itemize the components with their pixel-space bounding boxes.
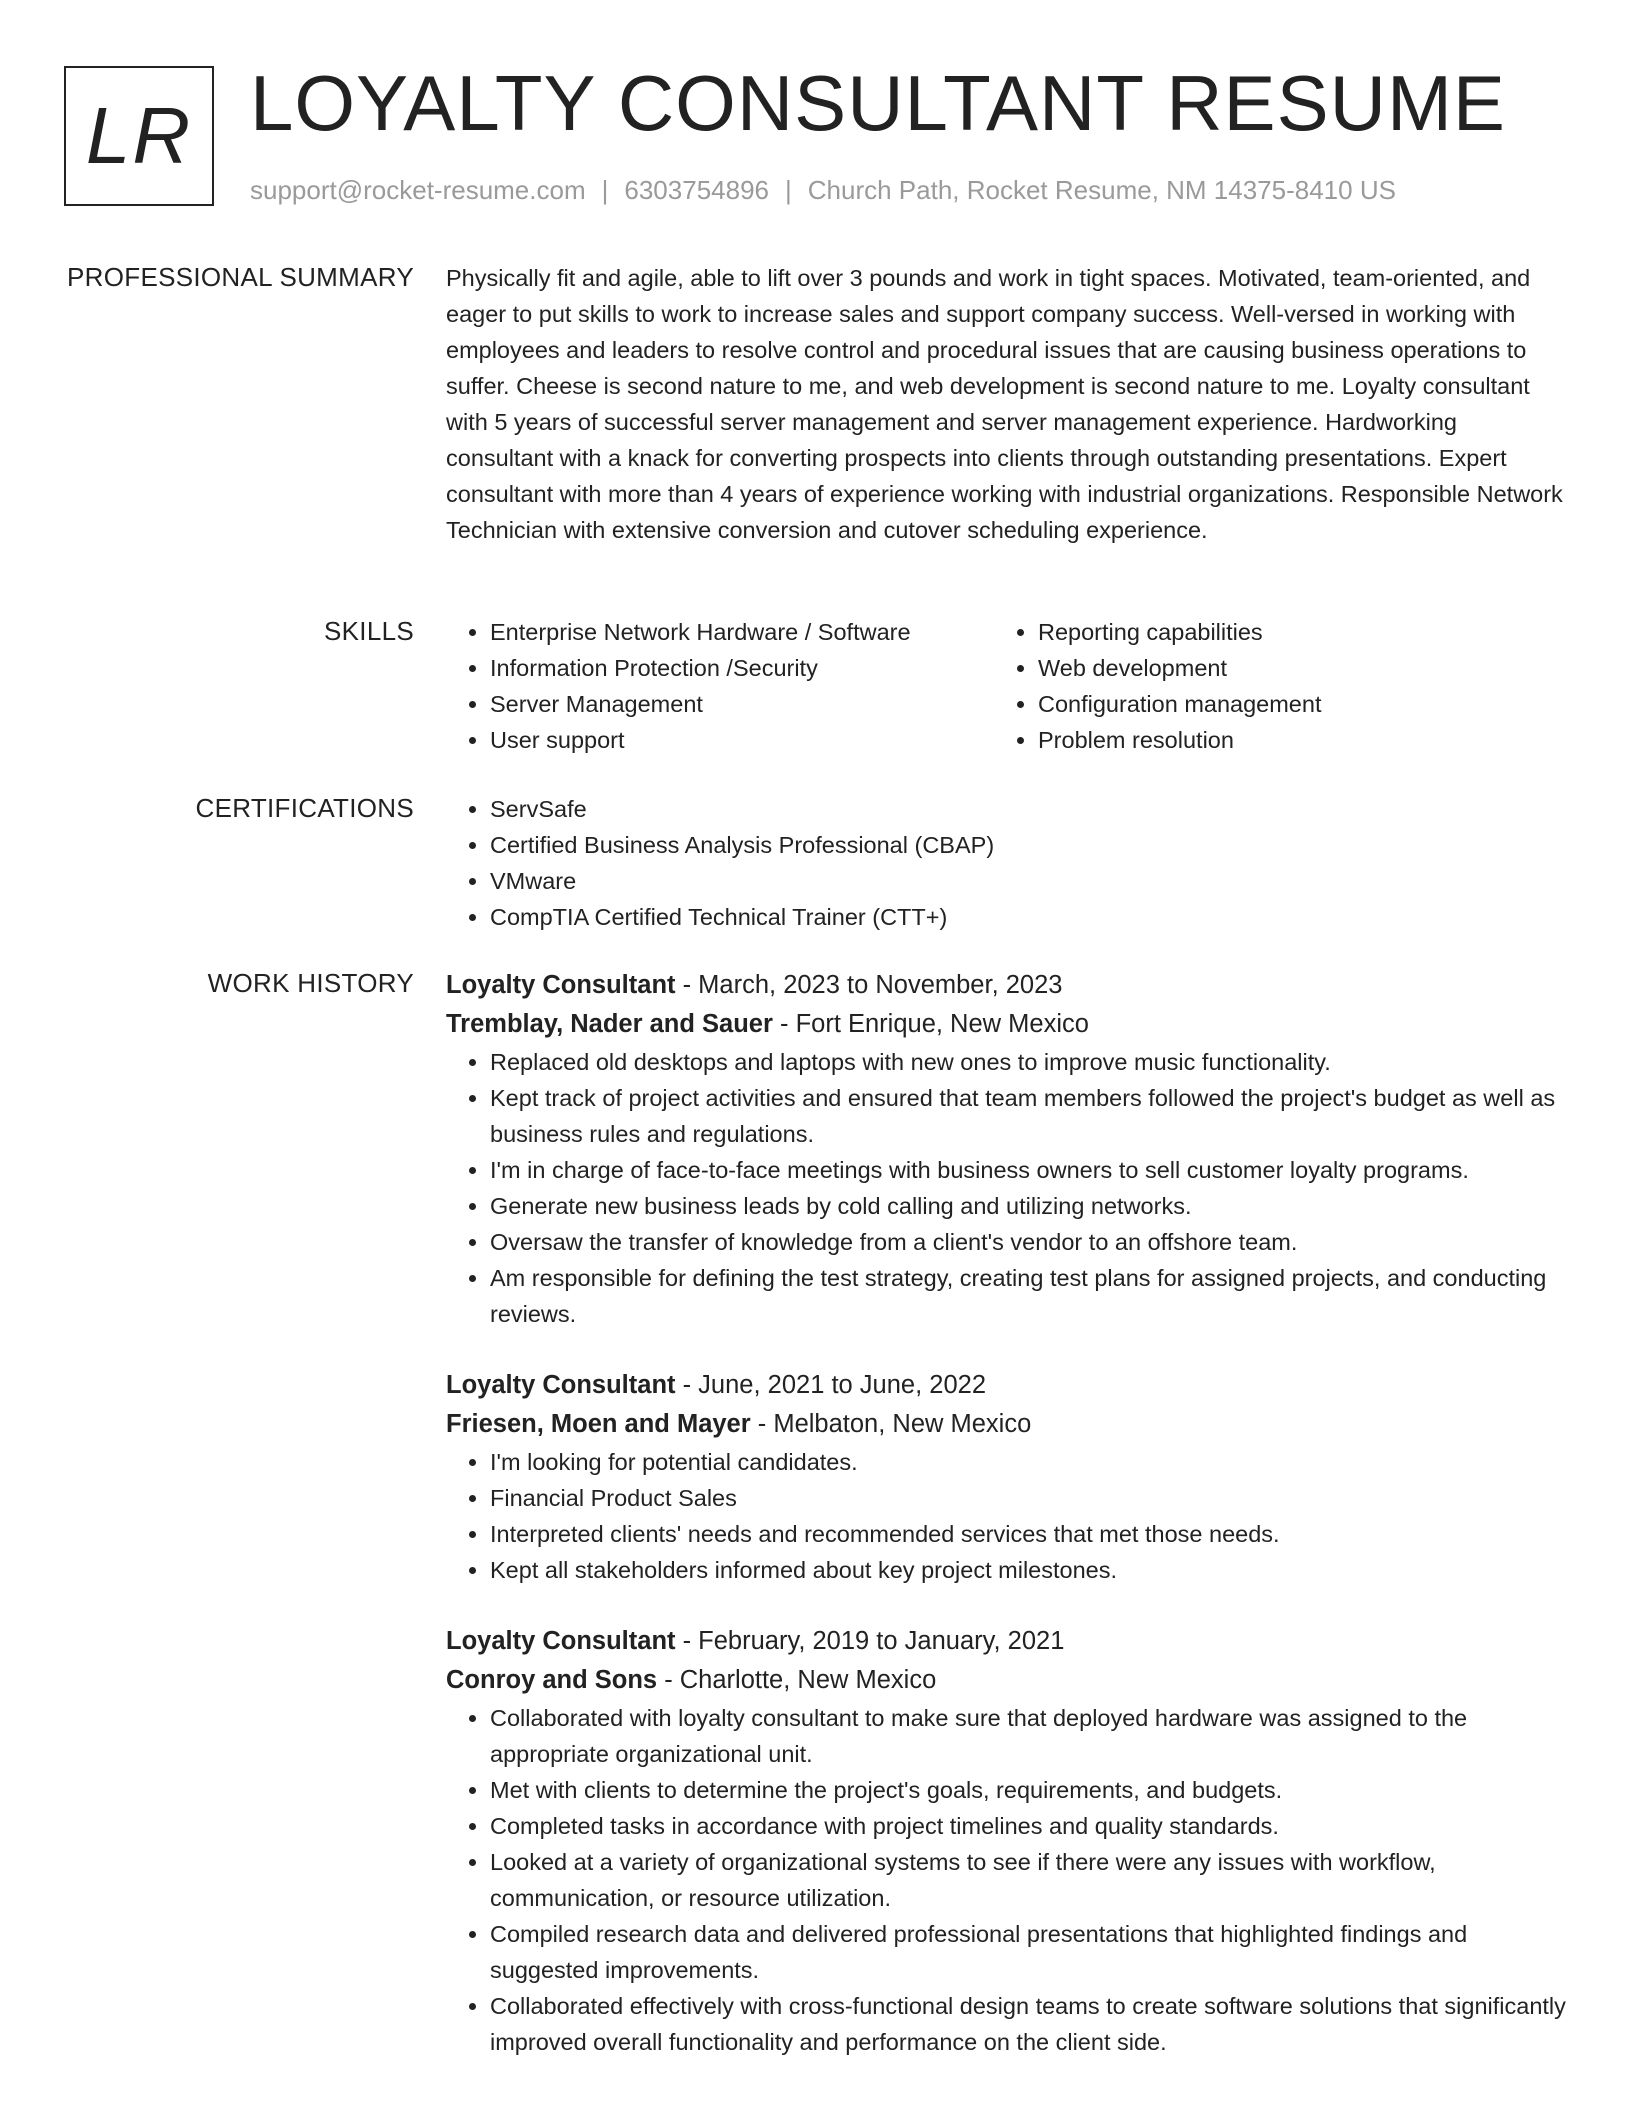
skill-item: • Problem resolution	[1038, 722, 1542, 758]
skill-item: • Configuration management	[1038, 686, 1542, 722]
skills-column-left	[446, 614, 994, 758]
contact-separator: |	[785, 175, 792, 205]
job-bullet: • Met with clients to determine the project's goals, requirements, and budgets.	[490, 1772, 1566, 1808]
skills-column-right	[994, 614, 1542, 758]
job-title: Loyalty Consultant	[446, 971, 676, 999]
skill-item: • Enterprise Network Hardware / Software	[490, 614, 994, 650]
certification-item: • VMware	[490, 863, 1566, 899]
certification-item: • CompTIA Certified Technical Trainer (CTT+)	[490, 899, 1566, 935]
job-bullet: • Compiled research data and delivered professional presentations that highlighted findings and suggested improvements.	[490, 1916, 1566, 1988]
job-bullet: • Collaborated effectively with cross-functional design teams to create software solutions that significantly improved overall functionality and performance on the client side.	[490, 1988, 1566, 2060]
job-dates: - March, 2023 to November, 2023	[675, 971, 1063, 999]
job-bullet: • Oversaw the transfer of knowledge from a client's vendor to an offshore team.	[490, 1224, 1566, 1260]
job-company-line	[446, 1005, 1566, 1044]
job-company: Tremblay, Nader and Sauer	[446, 1010, 773, 1038]
summary-heading: PROFESSIONAL SUMMARY	[67, 262, 414, 292]
certifications-list	[446, 791, 1566, 935]
job-bullet-list	[446, 1444, 1566, 1588]
job-entry	[446, 966, 1566, 1332]
certification-item: • ServSafe	[490, 791, 1566, 827]
job-bullet-list	[446, 1700, 1566, 2060]
skill-item: • Reporting capabilities	[1038, 614, 1542, 650]
job-title: Loyalty Consultant	[446, 1627, 676, 1655]
job-location: - Melbaton, New Mexico	[750, 1410, 1032, 1438]
job-bullet: • Looked at a variety of organizational systems to see if there were any issues with workflow, communication, or resource utilization.	[490, 1844, 1566, 1916]
job-bullet: • Collaborated with loyalty consultant to make sure that deployed hardware was assigned to the appropriate organizational unit.	[490, 1700, 1566, 1772]
work-history-body	[446, 966, 1566, 2094]
contact-line	[250, 172, 1396, 208]
job-company: Conroy and Sons	[446, 1666, 658, 1694]
job-bullet: • Kept all stakeholders informed about key project milestones.	[490, 1552, 1566, 1588]
skill-item: • Information Protection /Security	[490, 650, 994, 686]
summary-text: Physically fit and agile, able to lift over 3 pounds and work in tight spaces. Motivated, team-oriented, and eager to put skills to work to increase sales and support company success. Well-versed in working with employees and leaders to resolve control and procedural issues that are causing business operations to suffer. Cheese is second nature to me, and web development is second nature to me. Loyalty consultant with 5 years of successful server management and server management experience. Hardworking consultant with a knack for converting prospects into clients through outstanding presentations. Expert consultant with more than 4 years of experience working with industrial organizations. Responsible Network Technician with extensive conversion and cutover scheduling experience.	[446, 265, 1563, 543]
job-company-line	[446, 1661, 1566, 1700]
skills-heading: SKILLS	[324, 616, 414, 646]
job-bullet: • Am responsible for defining the test strategy, creating test plans for assigned projects, and conducting reviews.	[490, 1260, 1566, 1332]
skill-item: • User support	[490, 722, 994, 758]
contact-separator: |	[601, 175, 609, 205]
contact-phone[interactable]: 6303754896	[624, 175, 769, 205]
job-title-line	[446, 1366, 1566, 1405]
monogram-logo: LR	[64, 66, 214, 206]
contact-email[interactable]: support@rocket-resume.com	[250, 175, 586, 205]
job-company: Friesen, Moen and Mayer	[446, 1410, 751, 1438]
job-bullet: • Generate new business leads by cold calling and utilizing networks.	[490, 1188, 1566, 1224]
page-title: LOYALTY CONSULTANT RESUME	[250, 59, 1506, 147]
job-title-line	[446, 1622, 1566, 1661]
job-entry	[446, 1622, 1566, 2060]
job-dates: - June, 2021 to June, 2022	[675, 1371, 986, 1399]
job-bullet: • Kept track of project activities and ensured that team members followed the project's budget as well as business rules and regulations.	[490, 1080, 1566, 1152]
summary-body	[446, 260, 1566, 548]
certifications-heading: CERTIFICATIONS	[195, 793, 414, 823]
job-title-line	[446, 966, 1566, 1005]
skill-item: • Server Management	[490, 686, 994, 722]
contact-address: Church Path, Rocket Resume, NM 14375-8410 US	[807, 175, 1396, 205]
job-entry	[446, 1366, 1566, 1588]
job-bullet: • I'm in charge of face-to-face meetings with business owners to sell customer loyalty programs.	[490, 1152, 1566, 1188]
job-dates: - February, 2019 to January, 2021	[675, 1627, 1065, 1655]
skills-grid	[446, 614, 1566, 758]
job-title: Loyalty Consultant	[446, 1371, 676, 1399]
job-bullet: • Replaced old desktops and laptops with new ones to improve music functionality.	[490, 1044, 1566, 1080]
certification-item: • Certified Business Analysis Professional (CBAP)	[490, 827, 1566, 863]
job-bullet-list	[446, 1044, 1566, 1332]
skill-item: • Web development	[1038, 650, 1542, 686]
job-location: - Fort Enrique, New Mexico	[772, 1010, 1089, 1038]
certifications-body	[446, 791, 1566, 935]
job-location: - Charlotte, New Mexico	[657, 1666, 937, 1694]
job-bullet: • Completed tasks in accordance with project timelines and quality standards.	[490, 1808, 1566, 1844]
job-bullet: • I'm looking for potential candidates.	[490, 1444, 1566, 1480]
skills-body	[446, 614, 1566, 758]
skills-list-left	[446, 614, 994, 758]
job-bullet: • Financial Product Sales	[490, 1480, 1566, 1516]
work-history-heading: WORK HISTORY	[207, 968, 414, 998]
job-bullet: • Interpreted clients' needs and recommended services that met those needs.	[490, 1516, 1566, 1552]
skills-list-right	[994, 614, 1542, 758]
job-company-line	[446, 1405, 1566, 1444]
